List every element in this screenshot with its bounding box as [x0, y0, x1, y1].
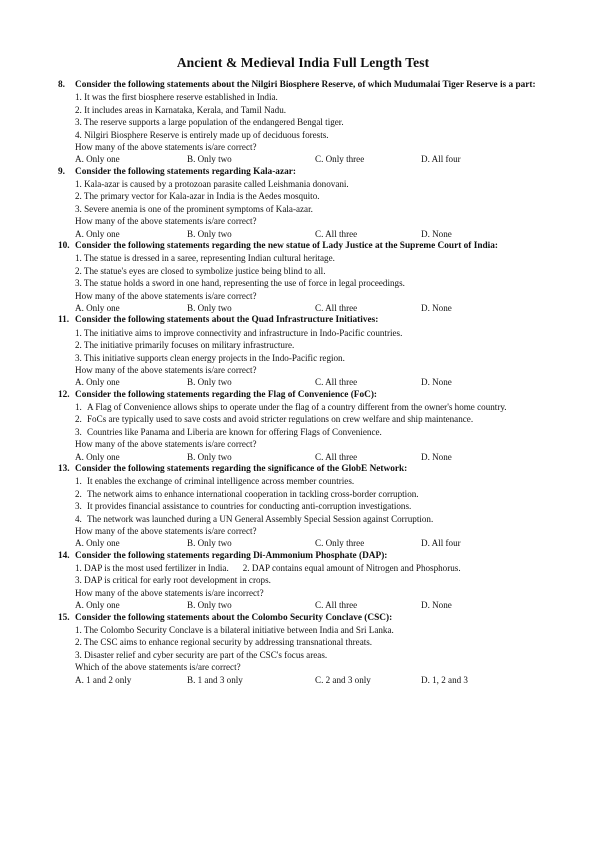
question-number: 14. [58, 550, 70, 561]
statement [75, 475, 548, 487]
answer-options [75, 228, 548, 240]
statement: 3. The reserve supports a large population of the endangered Bengal tiger. [75, 117, 344, 128]
statement-text: It provides financial assistance to countries for conducting anti-corruption investigations. [87, 501, 412, 512]
statement-text: FoCs are typically used to save costs and avoid stricter regulations on crew welfare and ship maintenance. [87, 414, 474, 425]
question-12 [58, 389, 548, 463]
answer-options [75, 451, 548, 463]
question-body [75, 252, 548, 314]
question-number: 15. [58, 612, 70, 623]
statement-row [75, 562, 548, 574]
question-header [58, 79, 548, 91]
question-prompt: How many of the above statements is/are correct? [75, 290, 257, 301]
answer-options [75, 674, 548, 686]
question-body [75, 327, 548, 389]
answer-option: B. Only two [187, 154, 232, 165]
statement-number: 2. [75, 488, 82, 499]
question-body [75, 624, 548, 686]
answer-option: B. Only two [187, 600, 232, 611]
answer-option: C. All three [315, 451, 358, 462]
answer-options [75, 153, 548, 165]
question-14 [58, 550, 548, 612]
answer-option: B. Only two [187, 377, 232, 388]
question-header [58, 389, 548, 401]
question-header [58, 550, 548, 562]
question-prompt: How many of the above statements is/are correct? [75, 364, 257, 375]
statement [75, 426, 548, 438]
question-10 [58, 240, 548, 314]
question-prompt: Which of the above statements is/are correct? [75, 662, 241, 673]
statement [75, 500, 548, 512]
answer-option: A. Only one [75, 538, 120, 549]
answer-option: C. All three [315, 228, 358, 239]
statement: 3. Severe anemia is one of the prominent symptoms of Kala-azar. [75, 203, 313, 214]
answer-option: D. None [421, 451, 452, 462]
statement: 1. The Colombo Security Conclave is a bilateral initiative between India and Sri Lanka. [75, 625, 394, 635]
answer-option: C. All three [315, 377, 358, 388]
statement: 3. DAP is critical for early root development in crops. [75, 575, 271, 586]
answer-option: D. All four [421, 538, 461, 549]
answer-options [75, 599, 548, 611]
statement-text: It enables the exchange of criminal intelligence across member countries. [87, 476, 355, 487]
statement-number: 1. [75, 476, 82, 487]
question-number: 8. [58, 80, 65, 90]
question-body [75, 91, 548, 165]
question-body [75, 401, 548, 463]
statement: 1. DAP is the most used fertilizer in India. [75, 563, 229, 574]
answer-option: A. Only one [75, 302, 120, 313]
question-number: 12. [58, 389, 70, 400]
question-text: Consider the following statements regarding the significance of the GlobE Network: [75, 464, 408, 475]
question-text: Consider the following statements regarding the new statue of Lady Justice at the Supreme Court of India: [75, 241, 498, 252]
answer-option: D. None [421, 302, 452, 313]
answer-option: C. Only three [315, 154, 365, 165]
question-number: 13. [58, 464, 70, 475]
question-body [75, 562, 548, 612]
statement: 3. Disaster relief and cyber security are part of the CSC's focus areas. [75, 649, 328, 660]
question-prompt: How many of the above statements is/are incorrect? [75, 587, 264, 598]
answer-option: A. Only one [75, 600, 120, 611]
page-title: Ancient & Medieval India Full Length Test [176, 55, 430, 70]
answer-option: D. All four [421, 154, 461, 165]
answer-option: D. 1, 2 and 3 [421, 674, 468, 685]
statement-number: 4. [75, 513, 82, 524]
question-body [75, 475, 548, 549]
question-prompt: How many of the above statements is/are correct? [75, 141, 257, 152]
statement-number: 1. [75, 402, 82, 413]
question-text: Consider the following statements about the Colombo Security Conclave (CSC): [75, 612, 393, 623]
question-13 [58, 463, 548, 550]
question-header [58, 166, 548, 178]
statement: 2. The statue's eyes are closed to symbolize justice being blind to all. [75, 265, 326, 276]
question-body [75, 178, 548, 240]
question-header [58, 463, 548, 475]
answer-option: A. Only one [75, 228, 120, 239]
statement-number: 3. [75, 501, 82, 512]
statement: 2. The CSC aims to enhance regional security by addressing transnational threats. [75, 637, 373, 648]
answer-option: B. Only two [187, 302, 232, 313]
statement: 2. DAP contains equal amount of Nitrogen and Phosphorus. [242, 563, 461, 574]
question-header [58, 314, 548, 326]
answer-option: A. 1 and 2 only [75, 674, 132, 685]
question-prompt: How many of the above statements is/are correct? [75, 216, 257, 227]
question-list [58, 79, 548, 686]
question-text: Consider the following statements regarding Kala-azar: [75, 166, 296, 177]
statement: 2. The primary vector for Kala-azar in India is the Aedes mosquito. [75, 191, 320, 202]
question-number: 10. [58, 241, 70, 252]
statement-number: 2. [75, 414, 82, 425]
answer-option: C. All three [315, 302, 358, 313]
question-11 [58, 314, 548, 388]
question-8 [58, 79, 548, 166]
statement-number: 3. [75, 426, 82, 437]
statement [75, 488, 548, 500]
statement: 3. The statue holds a sword in one hand, representing the use of force in legal proceedings. [75, 278, 405, 289]
statement: 2. The initiative primarily focuses on military infrastructure. [75, 340, 295, 351]
statement [75, 401, 548, 413]
answer-option: B. Only two [187, 451, 232, 462]
question-number: 11. [58, 315, 70, 326]
answer-option: D. None [421, 228, 452, 239]
question-9 [58, 166, 548, 240]
answer-option: B. Only two [187, 538, 232, 549]
statement-text: A Flag of Convenience allows ships to operate under the flag of a country different from the owner's home country. [87, 402, 507, 413]
statement: 1. Kala-azar is caused by a protozoan parasite called Leishmania donovani. [75, 179, 349, 190]
statement [75, 513, 548, 525]
question-prompt: How many of the above statements is/are correct? [75, 525, 257, 536]
statement: 2. It includes areas in Karnataka, Kerala, and Tamil Nadu. [75, 104, 287, 115]
answer-option: B. 1 and 3 only [187, 674, 243, 685]
answer-option: C. All three [315, 600, 358, 611]
answer-option: B. Only two [187, 228, 232, 239]
answer-option: A. Only one [75, 451, 120, 462]
statement: 1. It was the first biosphere reserve established in India. [75, 92, 278, 103]
answer-option: D. None [421, 377, 452, 388]
answer-options [75, 302, 548, 314]
question-text: Consider the following statements about the Nilgiri Biosphere Reserve, of which Mudumalai Tiger Reserve is a part: [75, 80, 536, 90]
question-prompt: How many of the above statements is/are correct? [75, 439, 257, 450]
answer-option: A. Only one [75, 377, 120, 388]
statement [75, 413, 548, 425]
question-header [58, 612, 548, 624]
statement: 3. This initiative supports clean energy projects in the Indo-Pacific region. [75, 352, 345, 363]
question-header [58, 240, 548, 252]
statement: 4. Nilgiri Biosphere Reserve is entirely made up of deciduous forests. [75, 129, 329, 140]
question-text: Consider the following statements regarding Di-Ammonium Phosphate (DAP): [75, 550, 388, 561]
answer-option: D. None [421, 600, 452, 611]
answer-option: A. Only one [75, 154, 120, 165]
answer-options [75, 376, 548, 388]
question-15 [58, 612, 548, 686]
statement: 1. The statue is dressed in a saree, representing Indian cultural heritage. [75, 253, 335, 264]
question-number: 9. [58, 166, 65, 177]
question-text: Consider the following statements about the Quad Infrastructure Initiatives: [75, 315, 379, 326]
answer-option: C. 2 and 3 only [315, 674, 371, 685]
statement: 1. The initiative aims to improve connectivity and infrastructure in Indo-Pacific countries. [75, 327, 403, 338]
answer-option: C. Only three [315, 538, 365, 549]
question-text: Consider the following statements regarding the Flag of Convenience (FoC): [75, 389, 378, 400]
statement-text: The network was launched during a UN General Assembly Special Session against Corruption. [87, 513, 434, 524]
statement-text: The network aims to enhance international cooperation in tackling cross-border corruption. [87, 488, 419, 499]
statement-text: Countries like Panama and Liberia are known for offering Flags of Convenience. [87, 426, 382, 437]
answer-options [75, 537, 548, 549]
